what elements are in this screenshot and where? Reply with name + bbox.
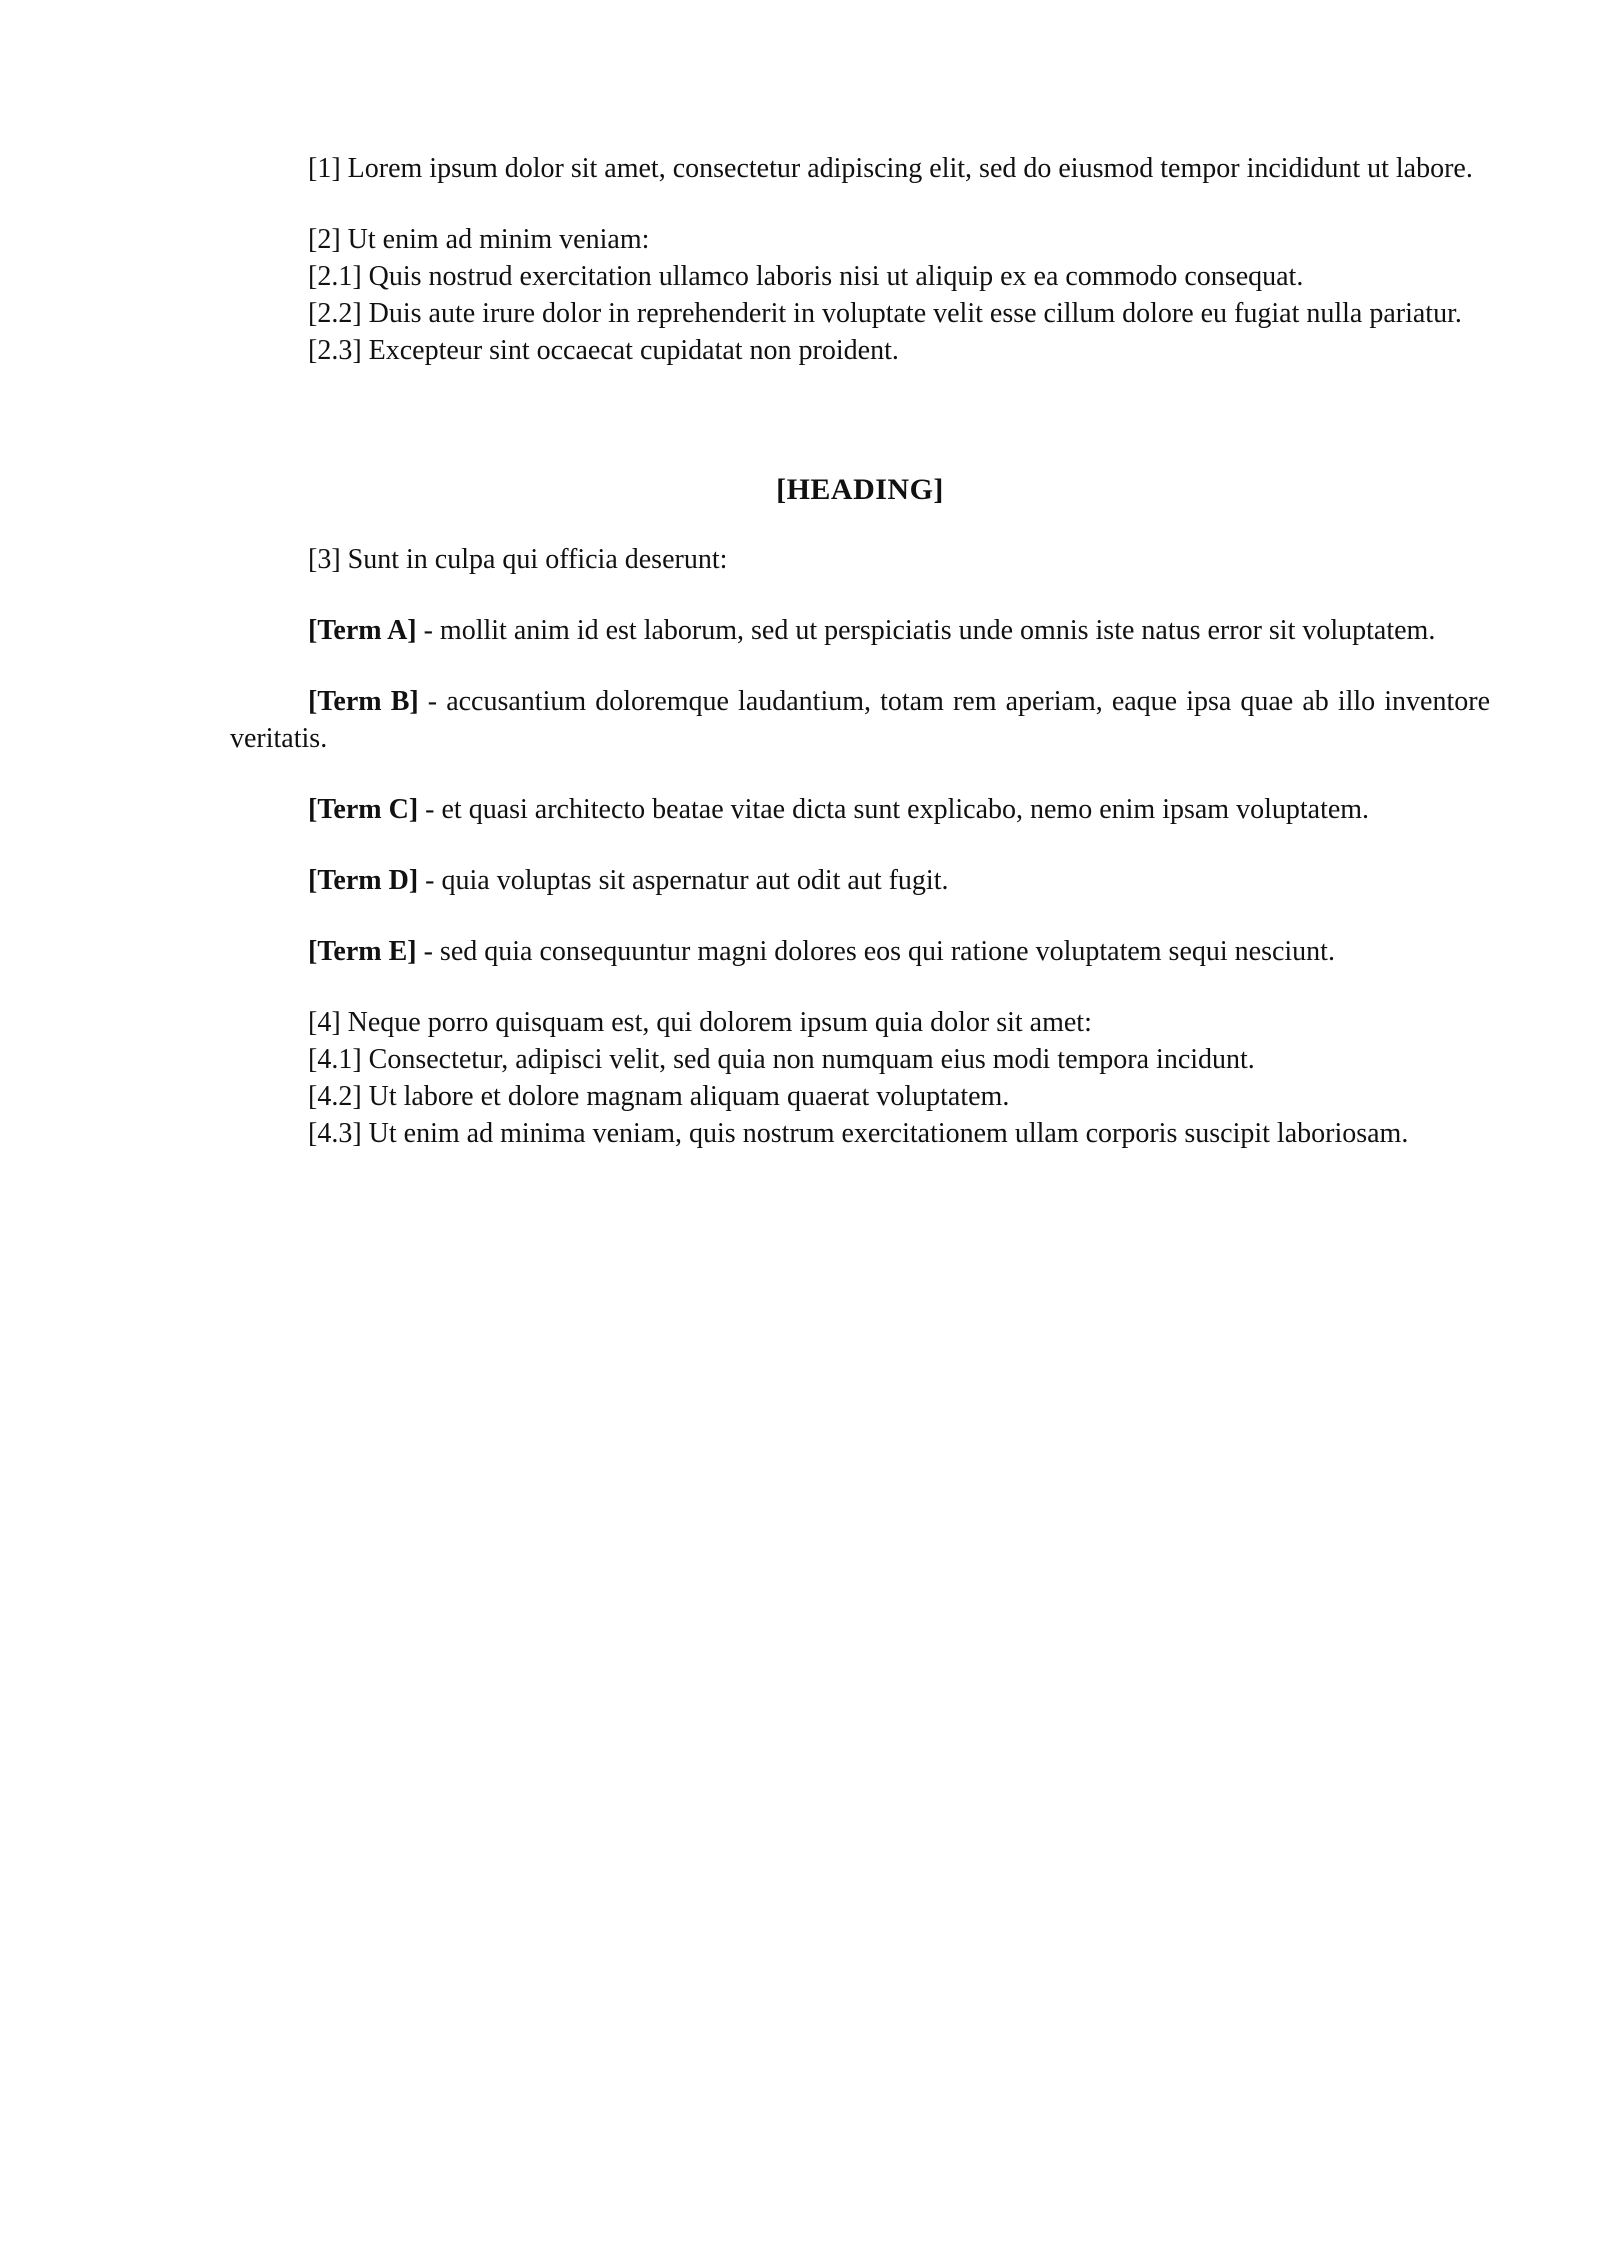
paragraph-group — [230, 933, 1490, 970]
definition-text: - mollit anim id est laborum, sed ut perspiciatis unde omnis iste natus error sit voluptatem. — [416, 615, 1436, 646]
section-heading: [HEADING] — [776, 473, 944, 506]
definition-term: [Term D] — [308, 865, 419, 896]
paragraph-group — [230, 791, 1490, 828]
definition-paragraph — [230, 791, 1490, 828]
body-paragraph: [4.3] Ut enim ad minima veniam, quis nostrum exercitationem ullam corporis suscipit laboriosam. — [308, 1118, 1409, 1149]
body-paragraph: [2.3] Excepteur sint occaecat cupidatat non proident. — [308, 335, 899, 366]
body-paragraph: [3] Sunt in culpa qui officia deserunt: — [308, 544, 728, 575]
definition-paragraph — [230, 862, 1490, 899]
definition-text: - et quasi architecto beatae vitae dicta sunt explicabo, nemo enim ipsam voluptatem. — [418, 794, 1370, 825]
body-paragraph: [4.2] Ut labore et dolore magnam aliquam quaerat voluptatem. — [308, 1081, 1010, 1112]
body-paragraph: [2.1] Quis nostrud exercitation ullamco laboris nisi ut aliquip ex ea commodo consequat. — [308, 261, 1304, 292]
paragraph-group — [230, 150, 1490, 187]
paragraph-group — [230, 1004, 1490, 1152]
definition-text: - accusantium doloremque laudantium, totam rem aperiam, eaque ipsa quae ab illo inventore veritatis. — [230, 686, 1490, 754]
document-body — [230, 150, 1490, 1186]
body-paragraph: [4.1] Consectetur, adipisci velit, sed quia non numquam eius modi tempora incidunt. — [308, 1044, 1255, 1075]
definition-term: [Term B] — [308, 686, 419, 717]
definition-text: - sed quia consequuntur magni dolores eos qui ratione voluptatem sequi nesciunt. — [416, 936, 1335, 967]
definition-paragraph — [230, 612, 1490, 649]
body-paragraph: [1] Lorem ipsum dolor sit amet, consectetur adipiscing elit, sed do eiusmod tempor incididunt ut labore. — [308, 153, 1473, 184]
definition-term: [Term C] — [308, 794, 419, 825]
paragraph-group — [230, 683, 1490, 757]
body-paragraph: [2] Ut enim ad minim veniam: — [308, 224, 650, 255]
paragraph-group — [230, 541, 1490, 578]
paragraph-group — [230, 612, 1490, 649]
definition-term: [Term A] — [308, 615, 417, 646]
body-paragraph: [2.2] Duis aute irure dolor in reprehenderit in voluptate velit esse cillum dolore eu fugiat nulla pariatur. — [308, 298, 1462, 329]
definition-paragraph — [230, 683, 1490, 757]
definition-term: [Term E] — [308, 936, 417, 967]
definition-paragraph — [230, 933, 1490, 970]
paragraph-group — [230, 221, 1490, 369]
definition-text: - quia voluptas sit aspernatur aut odit aut fugit. — [418, 865, 949, 896]
body-paragraph: [4] Neque porro quisquam est, qui dolorem ipsum quia dolor sit amet: — [308, 1007, 1092, 1038]
paragraph-group — [230, 862, 1490, 899]
